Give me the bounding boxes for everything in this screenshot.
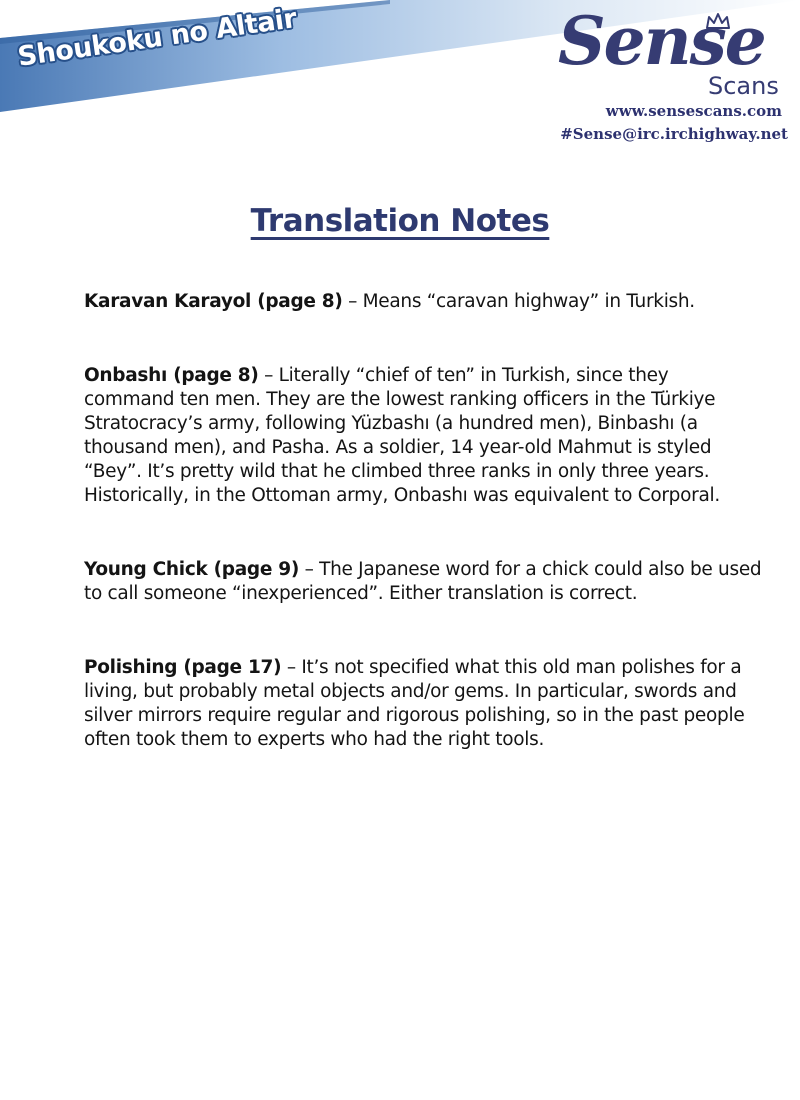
- series-title: Shoukoku no Altair: [15, 3, 299, 73]
- note-karavan-karayol: [84, 290, 764, 314]
- note-text: – Literally “chief of ten” in Turkish, since they command ten men. They are the lowest ranking officers in the Türkiye Stratocracy’s army, following Yüzbashı (a hundred men), Binbashı (a thousand men), and Pasha. As a soldier, 14 year-old Mahmut is styled “Bey”. It’s pretty wild that he climbed three ranks in only three years. Historically, in the Ottoman army, Onbashı was equivalent to Corporal.: [84, 365, 720, 506]
- note-text: – Means “caravan highway” in Turkish.: [342, 291, 695, 312]
- note-text: – It’s not specified what this old man polishes for a living, but probably metal objects and/or gems. In particular, swords and silver mirrors require regular and rigorous polishing, so in the past people often took them to experts who had the right tools.: [84, 657, 745, 750]
- logo-wordmark: Sense: [558, 2, 765, 80]
- logo-irc-channel: #Sense@irc.irchighway.net: [560, 125, 788, 143]
- notes-list: [84, 290, 764, 752]
- crown-icon: [705, 12, 731, 30]
- note-onbashi: [84, 364, 764, 508]
- note-young-chick: [84, 558, 764, 606]
- note-term: Young Chick (page 9): [84, 559, 299, 580]
- note-term: Onbashı (page 8): [84, 365, 259, 386]
- note-polishing: [84, 656, 764, 752]
- note-term: Polishing (page 17): [84, 657, 282, 678]
- logo-subtitle: Scans: [708, 72, 779, 100]
- note-text: – The Japanese word for a chick could also be used to call someone “inexperienced”. Either translation is correct.: [84, 559, 762, 604]
- page-title: Translation Notes: [250, 203, 550, 239]
- logo-website: www.sensescans.com: [605, 102, 782, 120]
- scanlator-logo: [548, 2, 788, 148]
- note-term: Karavan Karayol (page 8): [84, 291, 343, 312]
